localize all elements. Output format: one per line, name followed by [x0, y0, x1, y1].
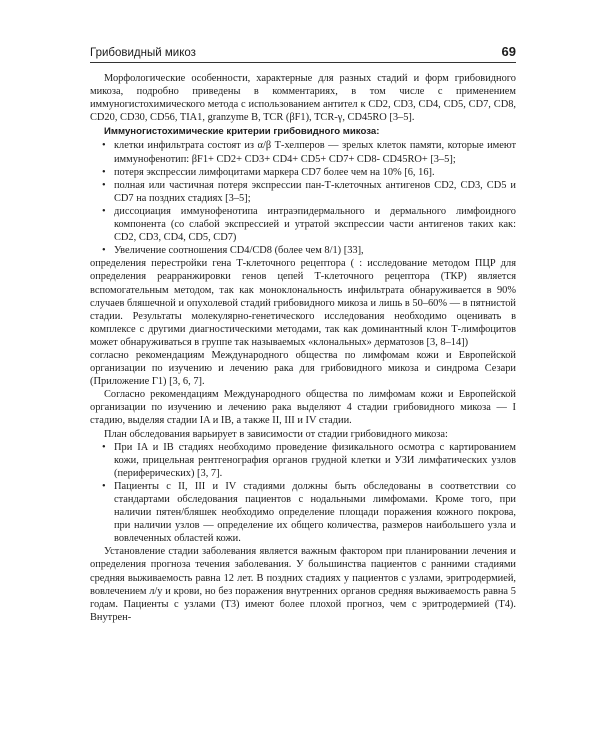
page-number: 69 [501, 44, 516, 59]
running-header [90, 44, 516, 63]
paragraph-prognosis: Установление стадии заболевания является важным фактором при планировании лечения и определения прогноза течения заболевания. У большинства пациентов с ранними стадиями средняя выживаемость равна 12 лет. В поздних стадиях у пациентов с узлами, эритродермией, вовлечением л/у и крови, но без поражения внутренних органов средняя выживаемость равна 5 годам. Пациенты с узлами (Т3) имеют более плохой прогноз, чем с эритродермией (Т4). Внутрен- [90, 546, 516, 623]
paragraph-morphology: Морфологические особенности, характерные для разных стадий и форм грибовидного микоза, подробно приведены в комментариях, в том числе с применением иммуногистохимического метода с использованием антител к CD2, CD3, CD4, CD5, CD7, CD8, CD20, CD30, CD56, TIA1, granzyme B, TCR (βF1), TCR-γ, CD45RO [3–5]. [90, 73, 516, 124]
paragraph-staging: Согласно рекомендациям Международного общества по лимфомам кожи и Европейской организации по изучению и лечению рака выделяют 4 стадии грибовидного микоза — I стадию, выделяя стадии IA и IB, а также II, III и IV стадии. [90, 389, 516, 427]
exam-plan-list [90, 441, 516, 546]
list-item: • При IA и IB стадиях необходимо проведение физикального осмотра с картированием кожи, прицельная рентгенография органов грудной клетки и УЗИ лимфатических узлов (периферических) [3, 7]. [114, 441, 516, 480]
list-item: • диссоциация иммунофенотипа интраэпидермального и дермального лимфоидного компонента (со слабой экспрессией и утратой экспрессии части антигенов таких как: CD2, CD3, CD4, CD5, CD7) [114, 205, 516, 244]
list-item: • полная или частичная потеря экспрессии пан-Т-клеточных антигенов CD2, CD3, CD5 и CD7 на поздних стадиях [3–5]; [114, 179, 516, 205]
ihc-criteria-list [90, 139, 516, 257]
list-item: • Пациенты с II, III и IV стадиями должны быть обследованы в соответствии со стандартами обследования пациентов с нодальными лимфомами. Кроме того, при наличии пятен/бляшек необходимо определение площади поражения кожного покрова, при наличии узлов — определение их общего количества, размеров наибольшего узла и вовлеченных областей кожи. [114, 480, 516, 545]
running-header-title: Грибовидный микоз [90, 47, 196, 59]
section-heading-ihc-criteria: Иммуногистохимические критерии грибовидного микоза: [104, 126, 380, 138]
paragraph-exam-plan: План обследования варьирует в зависимости от стадии грибовидного микоза: [104, 428, 448, 440]
body-text [90, 72, 516, 624]
paragraph-tcr-rearrangement: определения перестройки гена Т-клеточного рецептора ( : исследование методом ПЦР для определения реаррaнжировки генов цепей Т-клеточного рецептора (ТКР) является вспомогательным методом, так как моноклональность инфильтрата обнаруживается в 90% случаев бляшечной и опухолевой стадий грибовидного микоза и лишь в 50–60% — в пятнистой стадии. Результаты молекулярно-генетического исследования необходимо оценивать в комплексе с другими диагностическими методами, так как доминантный клон Т-лимфоцитов может обнаруживаться в группе так называемых «клональных» дерматозов [3, 8–14]) [90, 258, 516, 348]
list-item: • Увеличение соотношения CD4/CD8 (более чем 8/1) [33], [114, 244, 516, 257]
list-item: • клетки инфильтрата состоят из α/β Т-хелперов — зрелых клеток памяти, которые имеют иммунофенотип: βF1+ CD2+ CD3+ CD4+ CD5+ CD7+ CD8- CD45RO+ [3–5]; [114, 139, 516, 165]
list-item: • потеря экспрессии лимфоцитами маркера CD7 более чем на 10% [6, 16]. [114, 166, 516, 179]
paragraph-recommendations: согласно рекомендациям Международного общества по лимфомам кожи и Европейской организации по изучению и лечению рака для грибовидного микоза и синдрома Сезари (Приложение Г1) [3, 6, 7]. [90, 349, 516, 388]
